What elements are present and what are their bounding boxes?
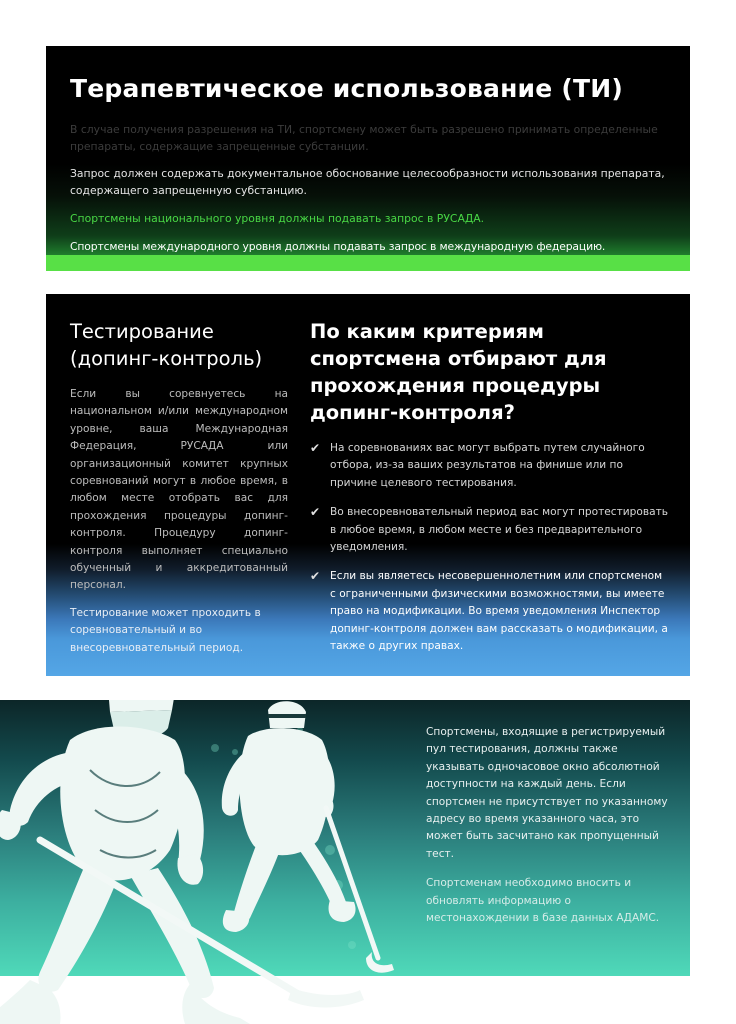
testing-panel — [46, 294, 690, 676]
check-icon: ✔ — [310, 505, 321, 520]
whereabouts-paragraph-2: Спортсменам необходимо вносить и обновлять информацию о местонахождении в базе данных АДАМС. — [426, 877, 660, 925]
criteria-item — [310, 440, 670, 492]
hockey-players-illustration — [0, 700, 420, 1024]
criteria-item-text: Во внесоревновательный период вас могут протестировать в любое время, в любом месте и без предварительного уведомления. — [330, 506, 669, 554]
tue-title: Терапевтическое использование (ТИ) — [70, 74, 623, 103]
selection-criteria-title: По каким критериям спортсмена отбирают для прохождения процедуры допинг-контроля? — [310, 320, 607, 424]
criteria-list — [310, 440, 670, 655]
tue-paragraph-2: Запрос должен содержать документальное обоснование целесообразности использования препарата, содержащего запрещенную субстанцию. — [70, 167, 665, 197]
criteria-item — [310, 568, 670, 655]
selection-criteria-column — [310, 318, 670, 667]
check-icon: ✔ — [310, 569, 321, 584]
criteria-item — [310, 504, 670, 556]
check-icon: ✔ — [310, 441, 321, 455]
testing-title: Тестирование (допинг-контроль) — [70, 320, 263, 370]
tue-panel — [46, 46, 690, 271]
criteria-item-text: Если вы являетесь несовершеннолетним или спортсменом с ограниченными физическими возможностями, вы имеете право на модификации. Во время уведомления Инспектор допинг-контроля должен вам рассказать о модификации, а также о других правах. — [330, 570, 668, 653]
tue-paragraph-1: В случае получения разрешения на ТИ, спортсмену может быть разрешено принимать определенные препараты, содержащие запрещенные субстанции. — [70, 123, 658, 153]
testing-left-column — [70, 318, 288, 657]
whereabouts-paragraph-1: Спортсмены, входящие в регистрируемый пул тестирования, должны также указывать одночасовое окно абсолютной доступности на каждый день. Если спортсмен не присутствует по указанному адресу во время указанного часа, это может быть засчитано как пропущенный тест. — [426, 726, 668, 860]
testing-paragraph: Если вы соревнуетесь на национальном и/или международном уровне, ваша Международная Федерация, РУСАДА или организационный комитет крупных соревнований могут в любое время, в любом месте отобрать вас для прохождения процедуры допинг-контроля. Процедуру допинг-контроля выполняет специально обученный и аккредитованный персонал. — [70, 388, 288, 592]
whereabouts-panel — [0, 700, 690, 976]
criteria-item-text: На соревнованиях вас могут выбрать путем случайного отбора, из-за ваших результатов на финише или по причине целевого тестирования. — [330, 442, 645, 489]
tue-national-note: Спортсмены национального уровня должны подавать запрос в РУСАДА. — [70, 212, 485, 225]
testing-period-note: Тестирование может проходить в соревновательный и во внесоревновательный период. — [70, 606, 261, 654]
whereabouts-text-column — [426, 724, 670, 927]
tue-international-note: Спортсмены международного уровня должны подавать запрос в международную федерацию. — [70, 240, 606, 253]
